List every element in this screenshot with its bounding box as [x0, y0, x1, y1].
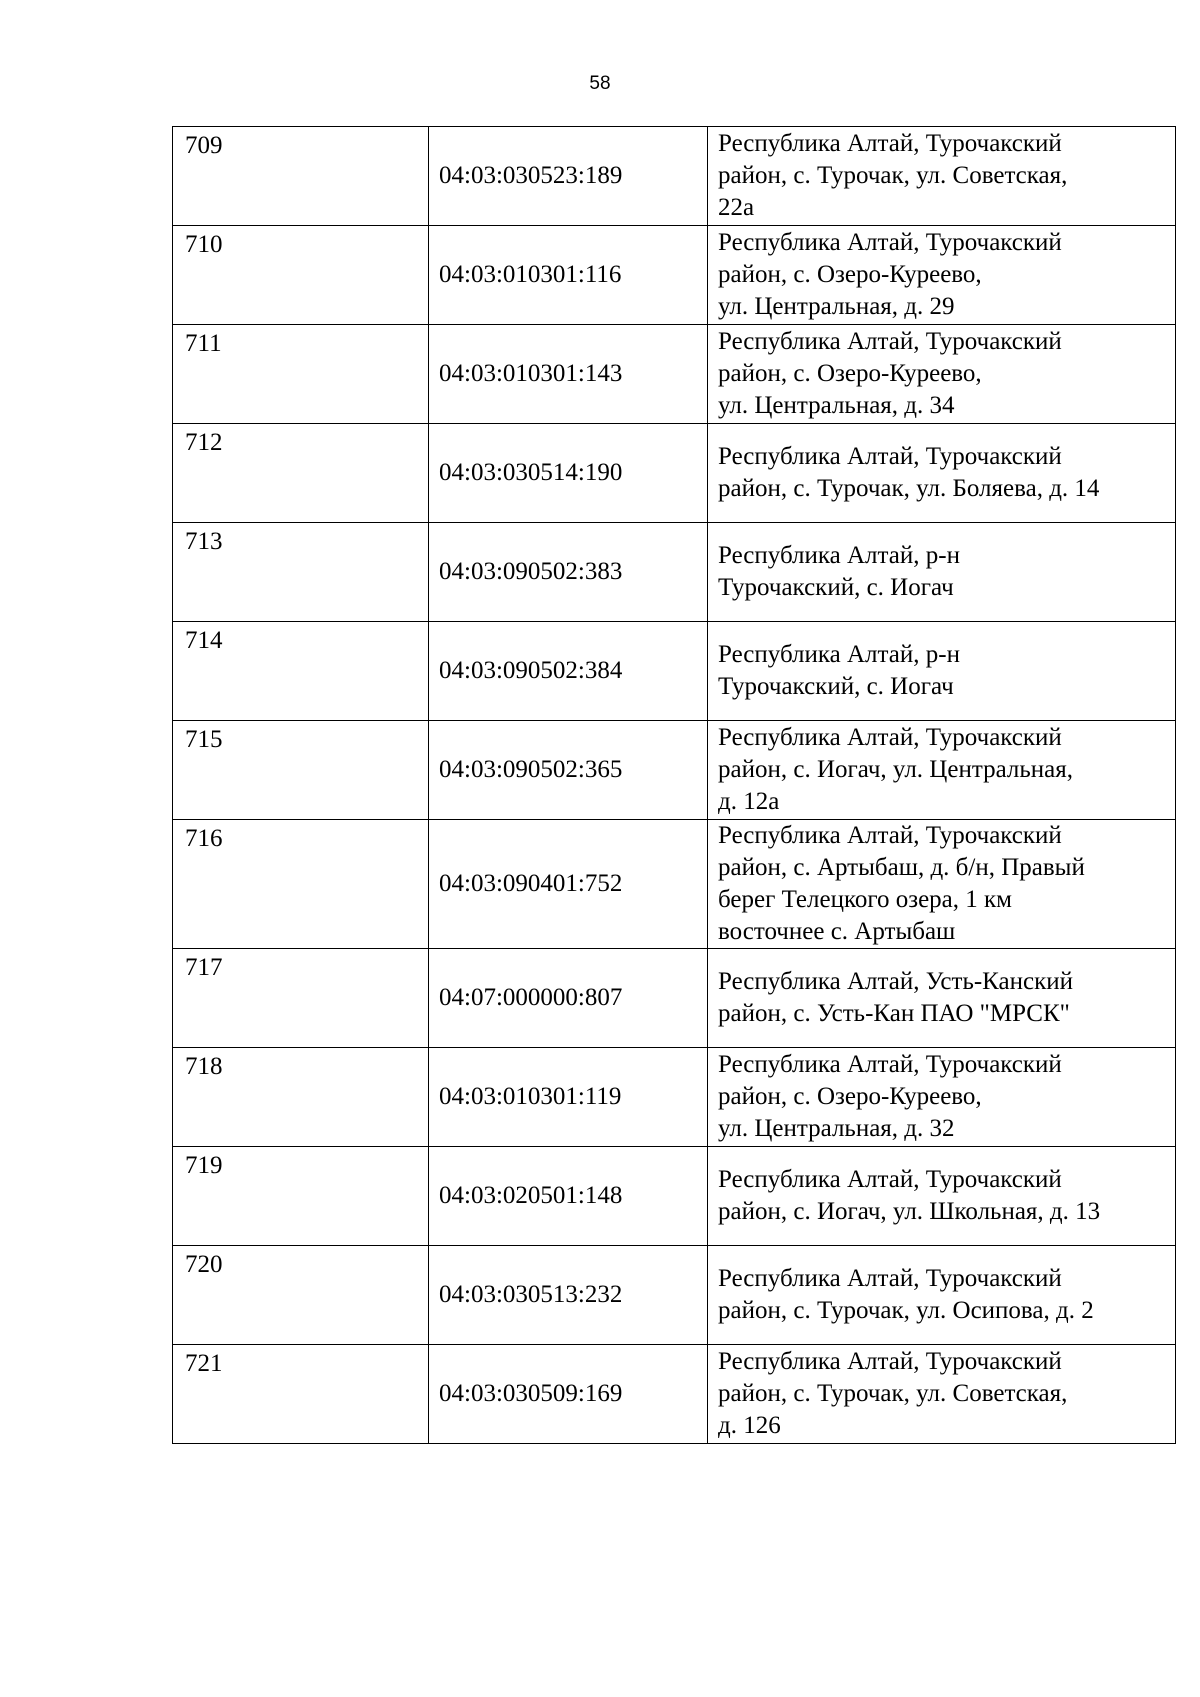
address-line: район, с. Озеро-Куреево, [718, 261, 982, 288]
address-line: Республика Алтай, Турочакский [718, 229, 1062, 256]
address [708, 523, 1176, 622]
address-line: район, с. Озеро-Куреево, [718, 1083, 982, 1110]
row-number: 717 [173, 949, 429, 1048]
address-line: Турочакский, с. Иогач [718, 673, 954, 700]
cadastral-number: 04:03:030513:232 [429, 1246, 708, 1345]
address [708, 226, 1176, 325]
row-number: 721 [173, 1345, 429, 1444]
table-row [173, 949, 1176, 1048]
row-number: 713 [173, 523, 429, 622]
property-table [172, 126, 1176, 1444]
address [708, 721, 1176, 820]
table-row [173, 424, 1176, 523]
address-line: Республика Алтай, Турочакский [718, 130, 1062, 157]
address-line: Республика Алтай, Усть-Канский [718, 968, 1074, 995]
address-line: ул. Центральная, д. 29 [718, 293, 955, 320]
table-row [173, 622, 1176, 721]
row-number: 711 [173, 325, 429, 424]
row-number: 714 [173, 622, 429, 721]
address-line: Республика Алтай, р-н [718, 542, 960, 569]
address-line: д. 12а [718, 788, 780, 815]
table-row [173, 127, 1176, 226]
address-line: район, с. Артыбаш, д. б/н, Правый [718, 854, 1085, 881]
address-line: 22а [718, 194, 755, 221]
address-line: ул. Центральная, д. 32 [718, 1115, 955, 1142]
address-line: Республика Алтай, Турочакский [718, 1265, 1062, 1292]
cadastral-number: 04:03:010301:116 [429, 226, 708, 325]
address [708, 424, 1176, 523]
table-row [173, 325, 1176, 424]
address [708, 325, 1176, 424]
table-row [173, 523, 1176, 622]
address [708, 820, 1176, 949]
cadastral-number: 04:03:020501:148 [429, 1147, 708, 1246]
address [708, 1147, 1176, 1246]
address [708, 1048, 1176, 1147]
address-line: район, с. Турочак, ул. Советская, [718, 1380, 1068, 1407]
address-line: д. 126 [718, 1412, 781, 1439]
table-row [173, 820, 1176, 949]
address-line: берег Телецкого озера, 1 км [718, 886, 1012, 913]
row-number: 719 [173, 1147, 429, 1246]
table-row [173, 1048, 1176, 1147]
cadastral-number: 04:03:010301:143 [429, 325, 708, 424]
address-line: район, с. Турочак, ул. Боляева, д. 14 [718, 475, 1100, 502]
address-line: Республика Алтай, р-н [718, 641, 960, 668]
row-number: 718 [173, 1048, 429, 1147]
cadastral-number: 04:03:090401:752 [429, 820, 708, 949]
address-line: район, с. Иогач, ул. Центральная, [718, 756, 1073, 783]
cadastral-number: 04:03:090502:365 [429, 721, 708, 820]
address-line: Республика Алтай, Турочакский [718, 443, 1062, 470]
address-line: Республика Алтай, Турочакский [718, 1348, 1062, 1375]
address-line: восточнее с. Артыбаш [718, 918, 956, 945]
table-row [173, 1246, 1176, 1345]
row-number: 709 [173, 127, 429, 226]
row-number: 712 [173, 424, 429, 523]
table-row [173, 1147, 1176, 1246]
table-row [173, 1345, 1176, 1444]
address [708, 1345, 1176, 1444]
cadastral-number: 04:03:010301:119 [429, 1048, 708, 1147]
address-line: Республика Алтай, Турочакский [718, 822, 1062, 849]
page-number: 58 [589, 73, 611, 94]
table-row [173, 226, 1176, 325]
address-line: Республика Алтай, Турочакский [718, 1166, 1062, 1193]
cadastral-number: 04:03:030509:169 [429, 1345, 708, 1444]
address-line: Республика Алтай, Турочакский [718, 724, 1062, 751]
cadastral-number: 04:03:030523:189 [429, 127, 708, 226]
address-line: Республика Алтай, Турочакский [718, 328, 1062, 355]
address-line: район, с. Турочак, ул. Осипова, д. 2 [718, 1297, 1094, 1324]
address-line: район, с. Иогач, ул. Школьная, д. 13 [718, 1198, 1101, 1225]
row-number: 716 [173, 820, 429, 949]
cadastral-number: 04:03:030514:190 [429, 424, 708, 523]
address [708, 949, 1176, 1048]
address-line: район, с. Озеро-Куреево, [718, 360, 982, 387]
table-body [173, 127, 1176, 1444]
row-number: 710 [173, 226, 429, 325]
cadastral-number: 04:03:090502:383 [429, 523, 708, 622]
row-number: 715 [173, 721, 429, 820]
address-line: район, с. Турочак, ул. Советская, [718, 162, 1068, 189]
address [708, 622, 1176, 721]
address-line: Республика Алтай, Турочакский [718, 1051, 1062, 1078]
cadastral-number: 04:07:000000:807 [429, 949, 708, 1048]
address [708, 127, 1176, 226]
table-row [173, 721, 1176, 820]
address-line: ул. Центральная, д. 34 [718, 392, 955, 419]
cadastral-number: 04:03:090502:384 [429, 622, 708, 721]
row-number: 720 [173, 1246, 429, 1345]
address-line: район, с. Усть-Кан ПАО "МРСК" [718, 1000, 1070, 1027]
address [708, 1246, 1176, 1345]
address-line: Турочакский, с. Иогач [718, 574, 954, 601]
